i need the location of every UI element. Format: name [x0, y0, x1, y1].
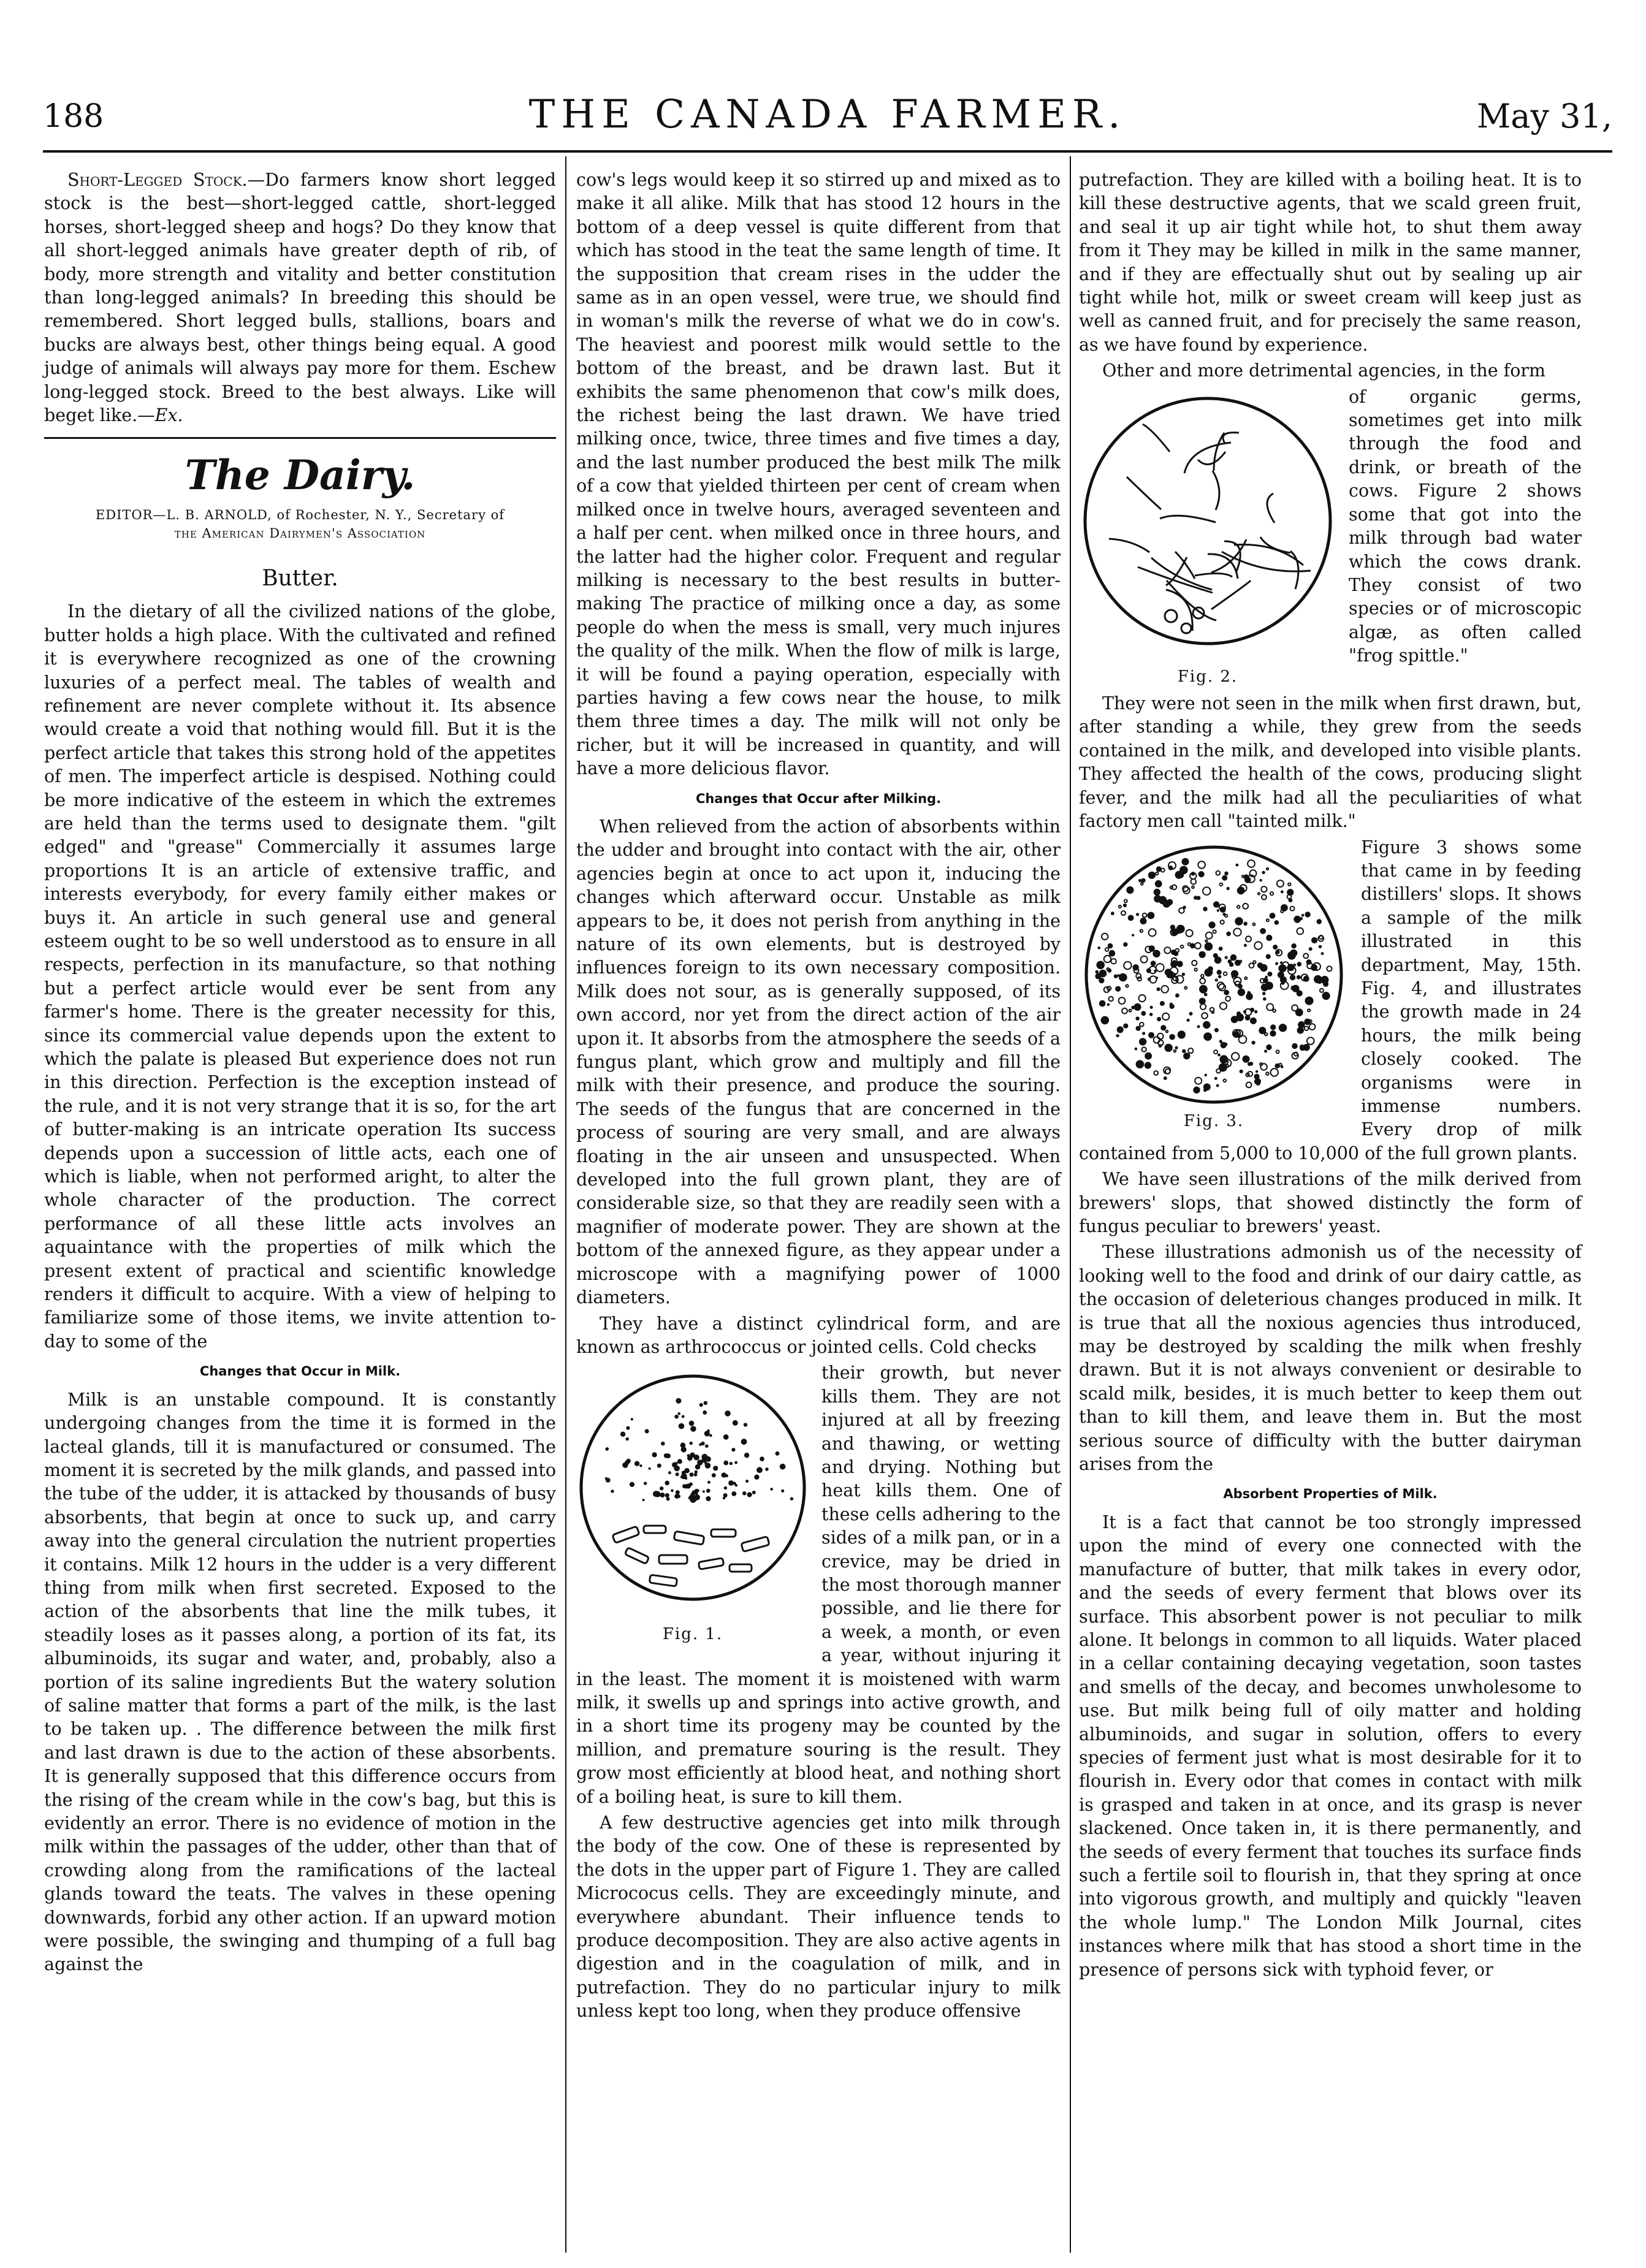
page-number: 188 — [43, 98, 104, 135]
cylindrical-paragraph: They have a distinct cylindrical form, and are known as arthrococcus or jointed cells. Cold checks — [576, 1313, 1061, 1357]
editor-line-2: the American Dairymen's Association — [174, 525, 426, 541]
fungus-paragraph: When relieved from the action of absorbents within the udder and brought into contact with the air, other agencies begin at once to act upon it, inducing the changes which afterward occur. Unstable as milk appears to be, it does not perish from anything in the nature of its own elements, but is destroyed by influences foreign to its own necessary composition. Milk does not sour, as is generally supposed, of its own accord, nor yet from the direct action of the air upon it. It absorbs from the atmosphere the seeds of a fungus plant, which grow and multiply and fill the milk with their presence, and produce the souring. The seeds of the fungus that are concerned in the process of souring are very small, and are always floating in the air unseen and unsuspected. When developed into the full grown plant, they are of considerable size, so that they are readily seen with a magnifier of moderate power. They are shown at the bottom of the annexed figure, as they appear under a microscope with a magnifying power of 1000 diameters. — [576, 816, 1061, 1308]
figure-3 — [1079, 840, 1349, 1133]
figure-2-illustration — [1079, 389, 1336, 665]
section-title: The Dairy. — [185, 451, 416, 500]
column-rule-2 — [1070, 156, 1071, 2253]
short-legged-source: —Ex. — [137, 405, 183, 426]
issue-date: May 31, — [1476, 97, 1612, 135]
absorbent-title: Absorbent Properties of Milk. — [1223, 1486, 1438, 1502]
brewers-paragraph: We have seen illustrations of the milk derived from brewers' slops, that showed distinctly the form of fungus peculiar to brewers' yeast. — [1079, 1169, 1582, 1236]
short-legged-text: —Do farmers know short legged stock is the best—short-legged cattle, short-legged horses, short-legged sheep and hogs? Do they know that all short-legged animals have greater depth of rib, of body, more strength and vitality and better constitution than long-legged animals? In breeding this should be remembered. Short legged bulls, stallions, boars and bucks are always best, other things being equal. A good judge of animals will always pay more for them. Eschew long-legged stock. Breed to the best always. Like will beget like. — [44, 170, 556, 426]
short-legged-paragraph — [44, 169, 556, 427]
figure-1-illustration — [576, 1365, 809, 1623]
figure-3-label: Fig. 3. — [1183, 1111, 1244, 1130]
short-legged-title: Short-Legged Stock. — [67, 170, 248, 190]
page-header — [43, 92, 1612, 141]
agencies-paragraph: Other and more detrimental agencies, in the form — [1102, 360, 1546, 381]
editor-line-1: EDITOR—L. B. ARNOLD, of Rochester, N. Y., Secretary of — [95, 507, 505, 522]
editor-line — [44, 506, 556, 542]
putrefaction-paragraph: putrefaction. They are killed with a boiling heat. It is to kill these destructive agents, that we scald green fruit, and seal it up air tight while hot, to shut them away from it They may be killed in milk in the same manner, and if they are effectually shut out by sealing up air tight while hot, milk or sweet cream will keep just as well as canned fruit, and for precisely the same reason, as we have found by experience. — [1079, 170, 1582, 355]
column-b — [576, 169, 1061, 2026]
figure-3-illustration — [1079, 840, 1349, 1109]
distillers-paragraph: Figure 3 shows some that came in by feeding distillers' slops. It shows a sample of the milk illustrated in this department, May, 15th. Fig. 4, and illustrates the growth made in 24 hours, the milk being closely cooked. The organisms were in immense numbers. Every drop of milk contained from 5,000 to 10,000 of the full grown plants. — [1079, 837, 1582, 1163]
cells-paragraph: their growth, but never kills them. They are not injured at all by freezing and thawing, or wetting and drying. Nothing but heat kills them. One of these cells adhering to the sides of a milk pan, or in a crevice, may be dried in the most thorough manner possible, and lie there for a week, a month, or even a year, without injuring it in the least. The moment it is moistened with warm milk, it swells up and springs into active growth, and in a short time its progeny may be counted by the million, and premature souring is the result. They grow most efficiently at blood heat, and nothing short of a boiling heat, is sure to kill them. — [576, 1363, 1061, 1807]
after-milking-title: Changes that Occur after Milking. — [695, 791, 942, 806]
figure-2-label: Fig. 2. — [1177, 667, 1238, 686]
header-rule — [43, 150, 1612, 153]
changes-paragraph: Milk is an unstable compound. It is constantly undergoing changes from the time it is formed in the lacteal glands, till it is manufactured or consumed. The moment it is secreted by the milk glands, and passed into the tube of the udder, it is attacked by thousands of busy absorbents, that begin at once to suck up, and carry away into the general circulation the nutrient properties it contains. Milk 12 hours in the udder is a very different thing from milk when first secreted. Exposed to the action of the absorbents that line the milk tubes, it steadily loses as it passes along, a portion of its fat, its albuminoids, its sugar and water, and, probably, also a portion of its saline ingredients But the watery solution of saline matter that forms a part of the milk, is the last to be taken up. . The difference between the milk first and last drawn is due to the action of these absorbents. It is generally supposed that this difference occurs from the rising of the cream while in the cow's bag, but this is evidently an error. There is no evidence of motion in the milk within the passages of the udder, other than that of crowding along from the ramifications of the lacteal glands toward the teats. The valves in these opening downwards, forbid any other action. If an upward motion were possible, the swinging and thumping of a full bag against the — [44, 1389, 556, 1975]
butter-title: Butter. — [262, 565, 338, 591]
udder-paragraph: cow's legs would keep it so stirred up and mixed as to make it all alike. Milk that has stood 12 hours in the bottom of a deep vessel is quite different from that which has stood in the teat the same length of time. It the supposition that cream rises in the udder the same as in an open vessel, were true, we should find in woman's milk the reverse of what we do in cow's. The heaviest and poorest milk would settle to the bottom of the breast, and be drawn last. But it exhibits the same phenomenon that cow's milk does, the richest being the last drawn. We have tried milking once, twice, three times and five times a day, and the last number produced the best milk The milk of a cow that yielded thirteen per cent of cream when milked once in twelve hours, averaged seventeen and a half per cent. when milked once in three hours, and the latter had the higher color. Frequent and regular milking is necessary to the best results in butter-making The practice of milking once a day, as some people do when the mess is small, very much injures the quality of the milk. When the flow of milk is large, it will be found a paying operation, especially with parties having a few cows near the house, to milk them three times a day. The milk will not only be richer, but it will be increased in quantity, and will have a more delicious flavor. — [576, 170, 1061, 779]
column-rule-1 — [565, 156, 566, 2253]
germs-paragraph: of organic germs, sometimes get into milk through the food and drink, or breath of the cows. Figure 2 shows some that got into the milk through bad water which the cows drank. They consist of two species or of microscopic algæ, as often called "frog spittle." — [1349, 386, 1582, 666]
section-rule — [44, 437, 556, 439]
paper-title: THE CANADA FARMER. — [528, 92, 1127, 137]
figure-1-label: Fig. 1. — [662, 1625, 723, 1644]
column-a — [44, 169, 556, 1979]
absorbent-paragraph: It is a fact that cannot be too strongly impressed upon the mind of every one connected with the manufacture of butter, that milk takes in every odor, and the seeds of every ferment that blows over its surface. This absorbent power is not peculiar to milk alone. It belongs in common to all liquids. Water placed in a cellar containing decaying vegetation, soon tastes and smells of the decay, and becomes unwholesome to use. But milk being full of oily matter and holding albuminoids, and sugar in solution, offers to every species of ferment just what is most desirable for it to flourish in. Every odor that comes in contact with milk is grasped and taken in at once, and its grasp is never slackened. Once taken in, it is there permanently, and the seeds of every ferment that touches its surface finds such a fertile soil to flourish in, that they spring at once into vigorous growth, and multiply and quickly "leaven the whole lump." The London Milk Journal, cites instances where milk that has stood a short time in the presence of persons sick with typhoid fever, or — [1079, 1512, 1582, 1980]
butter-paragraph: In the dietary of all the civilized nations of the globe, butter holds a high place. With the cultivated and refined it is everywhere recognized as one of the crowning luxuries of a perfect meal. The tables of wealth and refinement are never complete without it. Its absence would create a void that nothing would fill. But it is the perfect article that takes this strong hold of the appetites of men. The imperfect article is despised. Nothing could be more indicative of the esteem in which the extremes are held than the terms used to designate them. "gilt edged" and "grease" Commercially it assumes large proportions It is an article of extensive traffic, and interests everybody, for every family either makes or buys it. An article in such general use and general esteem ought to be so well understood as to ensure in all respects, perfection in its manufacture, so that nothing but a perfect article would ever be sent from any farmer's home. There is the greater necessity for this, since its commercial value depends upon the extent to which the palate is pleased But experience does not run in this direction. Perfection is the exception instead of the rule, and it is not very strange that it is so, for the art of butter-making is an intricate operation Its success depends upon a succession of little acts, each one of which is liable, when not performed aright, to alter the whole character of the production. The correct performance of all these little acts involves an aquaintance with the properties of milk which the present extent of practical and scientific knowledge renders it difficult to acquire. With a view of helping to familiarize some of those items, we invite attention to-day to some of the — [44, 601, 556, 1352]
changes-in-milk-title: Changes that Occur in Milk. — [199, 1364, 401, 1379]
micrococus-paragraph: A few destructive agencies get into milk through the body of the cow. One of these is represented by the dots in the upper part of Figure 1. They are called Micrococus cells. They are exceedingly minute, and everywhere abundant. Their influence tends to produce decomposition. They are also active agents in digestion and in the coagulation of milk, and in putrefaction. They do no particular injury to milk unless kept too long, when they produce offensive — [576, 1813, 1061, 2022]
figure-1 — [576, 1365, 809, 1646]
column-c — [1079, 169, 1582, 1984]
figure-2 — [1079, 389, 1336, 688]
not-seen-paragraph: They were not seen in the milk when first drawn, but, after standing a while, they grew from the seeds contained in the milk, and developed into visible plants. They affected the health of the cows, producing slight fever, and the milk had all the peculiarities of what factory men call "tainted milk." — [1079, 693, 1582, 832]
admonish-paragraph: These illustrations admonish us of the necessity of looking well to the food and drink of our dairy cattle, as the occasion of deleterious changes produced in milk. It is true that all the noxious agencies thus introduced, may be destroyed by scalding the milk when freshly drawn. But it is not always convenient or desirable to scald milk, besides, it is much better to keep them out than to kill them, and leave them in. But the most serious source of difficulty with the butter dairyman arises from the — [1079, 1242, 1582, 1475]
